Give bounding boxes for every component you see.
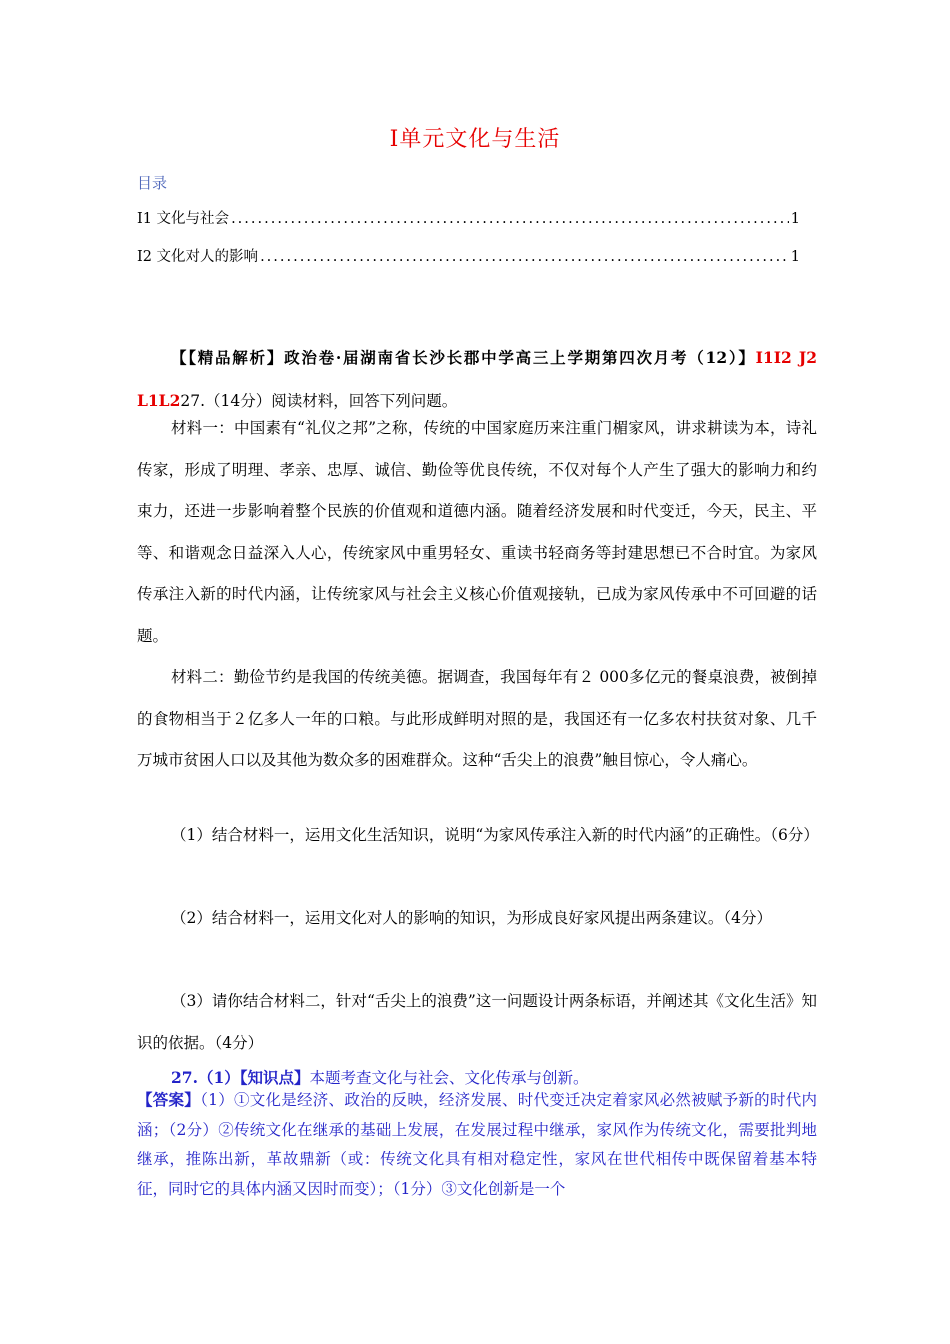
toc-item-label: I1 文化与社会	[137, 211, 230, 227]
toc-heading: 目录	[137, 174, 168, 192]
source-codes: I1I2 J2 L1L2	[137, 348, 818, 410]
question-3: （3）请你结合材料二，针对“舌尖上的浪费”这一问题设计两条标语，并阐述其《文化生活》知识的依据。（4分）	[137, 992, 817, 1052]
knowledge-text: 本题考查文化与社会、文化传承与创新。	[309, 1069, 589, 1087]
source-rest: 27.（14分）阅读材料，回答下列问题。	[180, 391, 458, 410]
answer-label: 【答案】	[137, 1090, 201, 1109]
document-title: I单元文化与生活	[389, 127, 561, 152]
knowledge-label: 27.（1）【知识点】	[171, 1068, 310, 1087]
toc-item-page: 1	[790, 249, 800, 265]
toc-leader-dots	[231, 211, 789, 227]
toc-item-page: 1	[790, 211, 800, 227]
material-two: 材料二：勤俭节约是我国的传统美德。据调查，我国每年有２ 000多亿元的餐桌浪费，被倒掉的食物相当于２亿多人一年的口粮。与此形成鲜明对照的是，我国还有一亿多农村扶贫对象、几千万城市贫困人口以及其他为数众多的困难群众。这种“舌尖上的浪费”触目惊心，令人痛心。	[137, 668, 817, 769]
toc-item-i2[interactable]	[137, 245, 800, 266]
toc-item-i1[interactable]	[137, 207, 800, 228]
material-one: 材料一：中国素有“礼仪之邦”之称，传统的中国家庭历来注重门楣家风，讲求耕读为本，诗礼传家，形成了明理、孝亲、忠厚、诚信、勤俭等优良传统，不仅对每个人产生了强大的影响力和约束力，还进一步影响着整个民族的价值观和道德内涵。随着经济发展和时代变迁，今天，民主、平等、和谐观念日益深入人心，传统家风中重男轻女、重读书轻商务等封建思想已不合时宜。为家风传承注入新的时代内涵，让传统家风与社会主义核心价值观接轨，已成为家风传承中不可回避的话题。	[137, 419, 817, 645]
answer-text: （1）①文化是经济、政治的反映，经济发展、时代变迁决定着家风必然被赋予新的时代内涵；（2分）②传统文化在继承的基础上发展，在发展过程中继承，家风作为传统文化，需要批判地继承，推陈出新，革故鼎新（或：传统文化具有相对稳定性，家风在世代相传中既保留着基本特征，同时它的具体内涵又因时而变）；（1分）③文化创新是一个	[137, 1091, 817, 1198]
source-prefix: 【【精品解析】政治卷·届湖南省长沙长郡中学高三上学期第四次月考（12）】	[171, 348, 756, 367]
toc-item-label: I2 文化对人的影响	[137, 249, 259, 265]
answer-body	[137, 1085, 817, 1204]
toc-leader-dots	[260, 249, 789, 265]
question-1: （1）结合材料一，运用文化生活知识，说明“为家风传承注入新的时代内涵”的正确性。（6分）	[171, 826, 819, 844]
question-2: （2）结合材料一，运用文化对人的影响的知识，为形成良好家风提出两条建议。（4分）	[171, 909, 772, 927]
